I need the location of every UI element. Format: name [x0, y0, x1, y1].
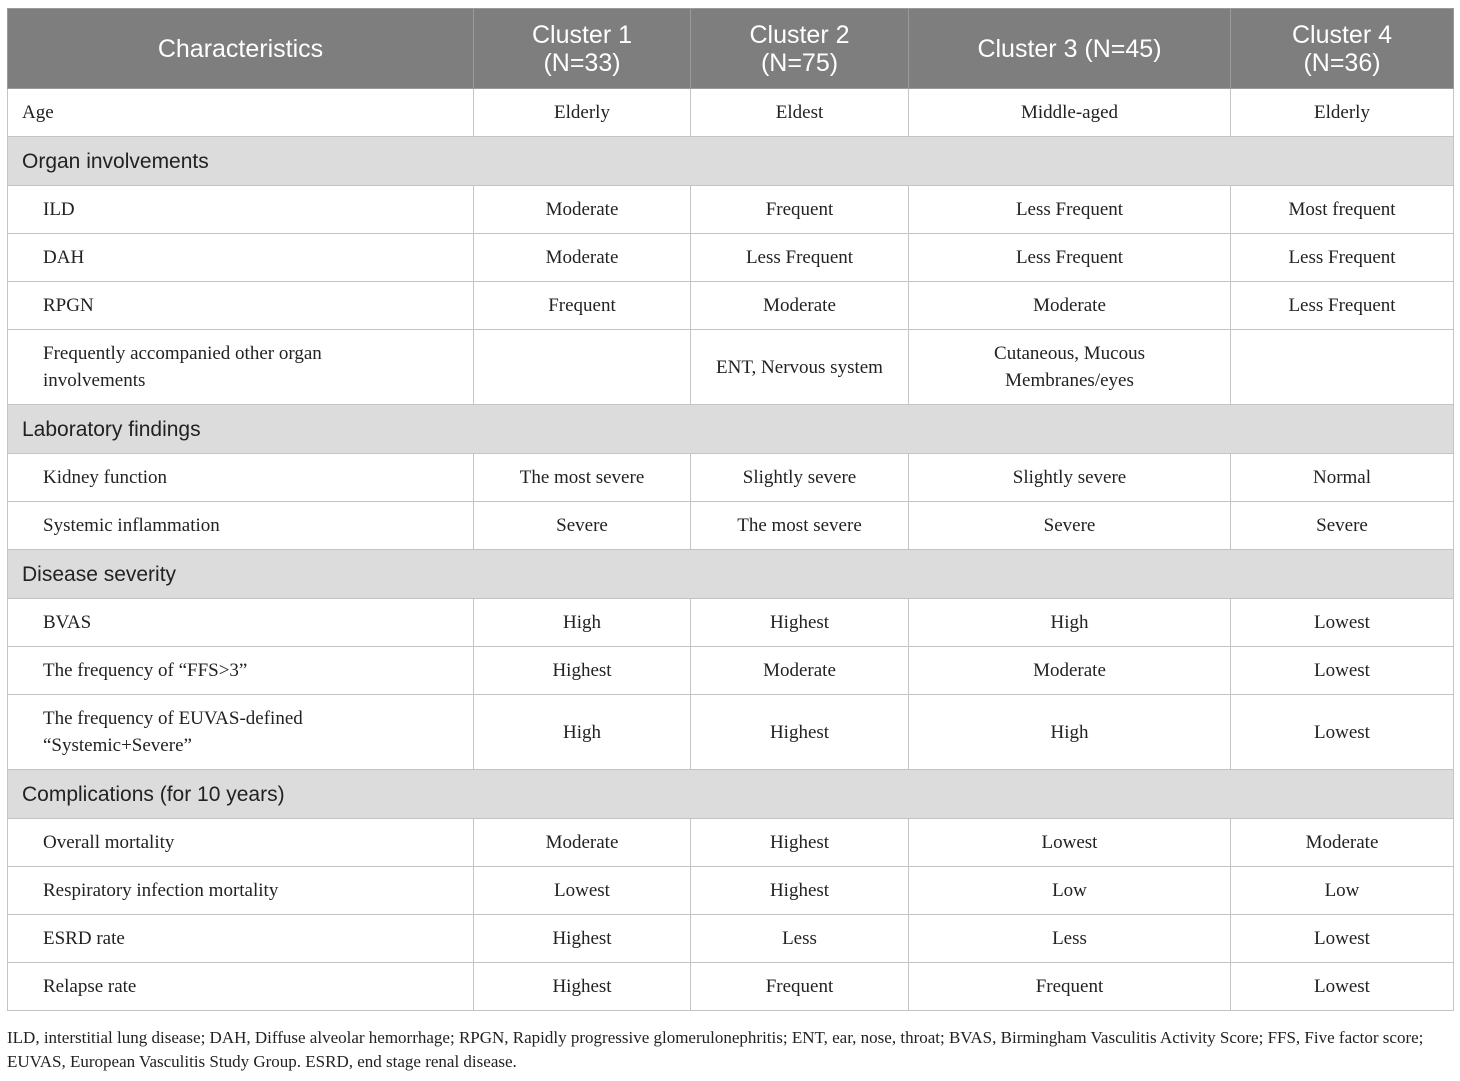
- cell: Frequent: [691, 186, 909, 234]
- row-label: The frequency of “FFS>3”: [8, 647, 474, 695]
- cell: Cutaneous, Mucous Membranes/eyes: [909, 330, 1231, 405]
- cell: Moderate: [1231, 819, 1454, 867]
- section-header: [8, 405, 1454, 454]
- cell: Lowest: [909, 819, 1231, 867]
- cell: Normal: [1231, 454, 1454, 502]
- cell: Elderly: [1231, 89, 1454, 137]
- row-label: Systemic inflammation: [8, 502, 474, 550]
- section-header: [8, 137, 1454, 186]
- row-label: Frequently accompanied other organ involvements: [8, 330, 474, 405]
- table-row: [8, 695, 1454, 770]
- table-row: [8, 89, 1454, 137]
- cell: Frequent: [909, 963, 1231, 1011]
- row-label: ESRD rate: [8, 915, 474, 963]
- cell: Slightly severe: [691, 454, 909, 502]
- cell: Less Frequent: [909, 234, 1231, 282]
- cell: Moderate: [474, 234, 691, 282]
- cell: Frequent: [691, 963, 909, 1011]
- cell: Lowest: [1231, 963, 1454, 1011]
- cell: Lowest: [1231, 695, 1454, 770]
- cell: Highest: [691, 819, 909, 867]
- row-label: Kidney function: [8, 454, 474, 502]
- cell: Eldest: [691, 89, 909, 137]
- table-row: [8, 330, 1454, 405]
- table-row: [8, 599, 1454, 647]
- row-label: DAH: [8, 234, 474, 282]
- cell: Less Frequent: [1231, 234, 1454, 282]
- cell: Low: [909, 867, 1231, 915]
- table-container: [7, 8, 1453, 1011]
- cell: Moderate: [474, 186, 691, 234]
- cell: Severe: [474, 502, 691, 550]
- header-row: [8, 9, 1454, 89]
- table-row: [8, 819, 1454, 867]
- table-row: [8, 282, 1454, 330]
- table-row: [8, 963, 1454, 1011]
- cell: Less Frequent: [909, 186, 1231, 234]
- cell: High: [909, 599, 1231, 647]
- cell: Highest: [691, 599, 909, 647]
- header-cluster-4: Cluster 4 (N=36): [1231, 9, 1454, 89]
- cell: High: [909, 695, 1231, 770]
- section-title: Complications (for 10 years): [8, 770, 1454, 819]
- table-row: [8, 186, 1454, 234]
- cell: Frequent: [474, 282, 691, 330]
- section-title: Disease severity: [8, 550, 1454, 599]
- cell: Most frequent: [1231, 186, 1454, 234]
- row-label: Overall mortality: [8, 819, 474, 867]
- cell: [1231, 330, 1454, 405]
- cell: Middle-aged: [909, 89, 1231, 137]
- cell: Highest: [474, 647, 691, 695]
- cell: Moderate: [909, 282, 1231, 330]
- section-title: Organ involvements: [8, 137, 1454, 186]
- table-row: [8, 234, 1454, 282]
- cell: Moderate: [909, 647, 1231, 695]
- header-characteristics: Characteristics: [8, 9, 474, 89]
- row-label: Age: [8, 89, 474, 137]
- cell: Moderate: [474, 819, 691, 867]
- cell: Lowest: [1231, 915, 1454, 963]
- header-cluster-2: Cluster 2 (N=75): [691, 9, 909, 89]
- cell: The most severe: [474, 454, 691, 502]
- cell: Lowest: [474, 867, 691, 915]
- cell: Less Frequent: [1231, 282, 1454, 330]
- table-row: [8, 502, 1454, 550]
- cell: Highest: [474, 915, 691, 963]
- cell: Severe: [1231, 502, 1454, 550]
- cell: Less Frequent: [691, 234, 909, 282]
- row-label: The frequency of EUVAS-defined “Systemic+Severe”: [8, 695, 474, 770]
- cell: High: [474, 599, 691, 647]
- row-label: ILD: [8, 186, 474, 234]
- header-cluster-3: Cluster 3 (N=45): [909, 9, 1231, 89]
- cell: Slightly severe: [909, 454, 1231, 502]
- cell: Moderate: [691, 647, 909, 695]
- cell: Highest: [691, 867, 909, 915]
- section-title: Laboratory findings: [8, 405, 1454, 454]
- cell: Severe: [909, 502, 1231, 550]
- row-label: BVAS: [8, 599, 474, 647]
- cell: [474, 330, 691, 405]
- row-label: RPGN: [8, 282, 474, 330]
- cell: High: [474, 695, 691, 770]
- cell: The most severe: [691, 502, 909, 550]
- row-label: Respiratory infection mortality: [8, 867, 474, 915]
- table-row: [8, 647, 1454, 695]
- cell: Elderly: [474, 89, 691, 137]
- table-footnote: ILD, interstitial lung disease; DAH, Diffuse alveolar hemorrhage; RPGN, Rapidly progressive glomerulonephritis; ENT, ear, nose, throat; BVAS, Birmingham Vasculitis Activity Score; FFS, Five factor score; EUVAS, European Vasculitis Study Group. ESRD, end stage renal disease.: [7, 1028, 1424, 1071]
- cell: Highest: [691, 695, 909, 770]
- table-row: [8, 915, 1454, 963]
- cell: Lowest: [1231, 647, 1454, 695]
- table-row: [8, 454, 1454, 502]
- header-cluster-1: Cluster 1 (N=33): [474, 9, 691, 89]
- row-label: Relapse rate: [8, 963, 474, 1011]
- section-header: [8, 550, 1454, 599]
- cell: ENT, Nervous system: [691, 330, 909, 405]
- cell: Highest: [474, 963, 691, 1011]
- table-row: [8, 867, 1454, 915]
- cluster-characteristics-table: [7, 8, 1454, 1011]
- cell: Less: [691, 915, 909, 963]
- cell: Lowest: [1231, 599, 1454, 647]
- cell: Moderate: [691, 282, 909, 330]
- cell: Less: [909, 915, 1231, 963]
- cell: Low: [1231, 867, 1454, 915]
- section-header: [8, 770, 1454, 819]
